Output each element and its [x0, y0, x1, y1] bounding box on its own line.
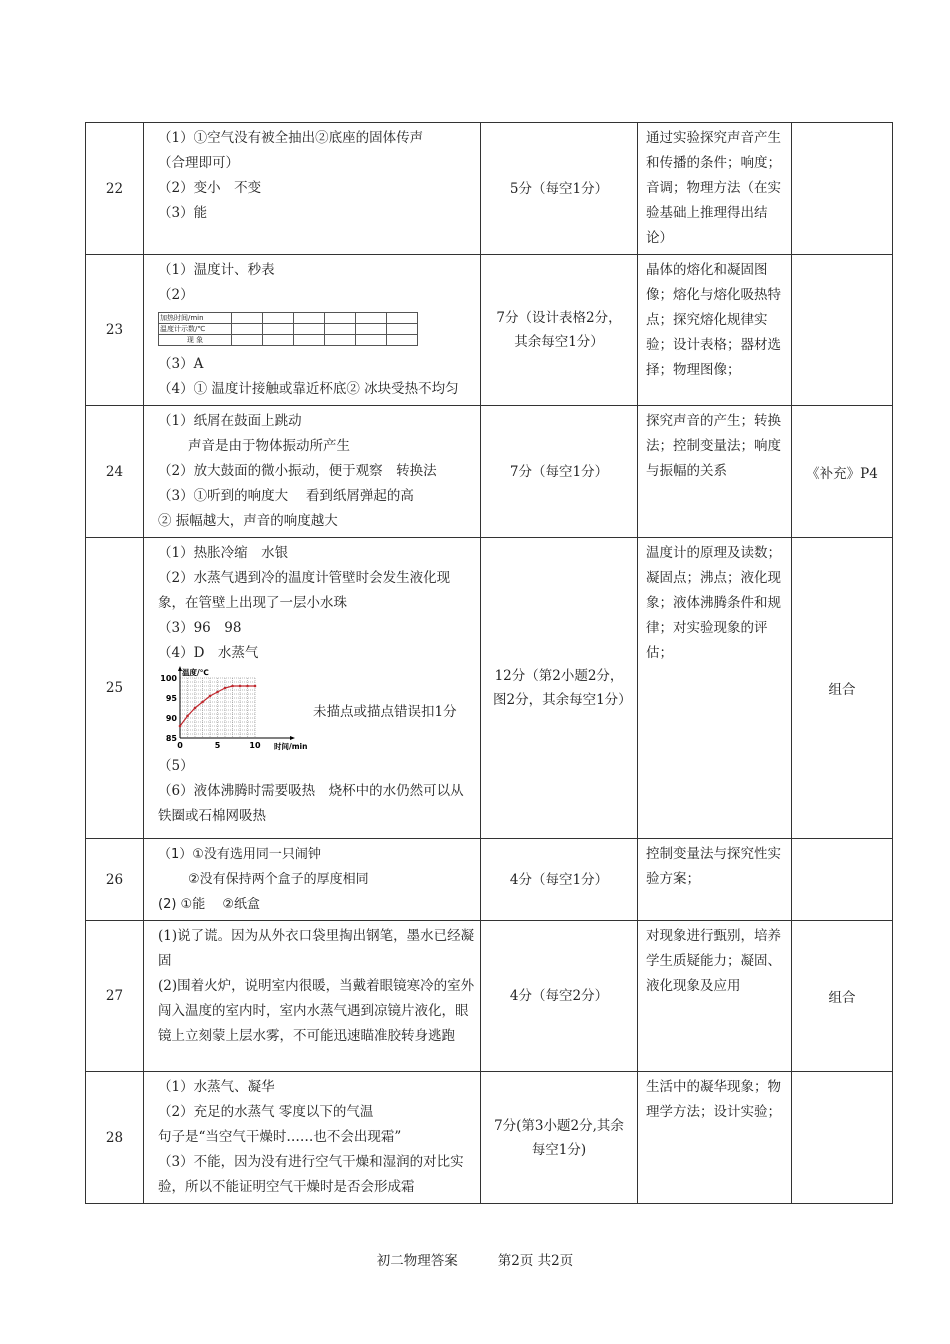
question-number: 22 — [86, 123, 144, 255]
x-axis-label: 时间/min — [274, 742, 308, 751]
answer-line: （2） — [158, 287, 194, 303]
score-cell: 7分（每空1分） — [481, 406, 638, 538]
question-number: 28 — [86, 1072, 144, 1204]
data-point — [239, 685, 242, 688]
answer-cell — [144, 406, 481, 538]
x-axis-arrow — [290, 736, 295, 740]
knowledge-point-cell: 对现象进行甄别，培养学生质疑能力；凝固、液化现象及应用 — [638, 921, 792, 1072]
knowledge-point-cell: 探究声音的产生；转换法；控制变量法；响度与振幅的关系 — [638, 406, 792, 538]
question-number: 26 — [86, 839, 144, 921]
design-table-header: 现 象 — [159, 335, 232, 346]
y-tick-label: 85 — [165, 734, 177, 743]
answer-cell — [144, 839, 481, 921]
source-cell — [792, 123, 893, 255]
source-cell: 组合 — [792, 921, 893, 1072]
answer-line: ②没有保持两个盒子的厚度相同 — [188, 872, 369, 887]
graph-note: 未描点或描点错误扣1分 — [313, 704, 457, 720]
answer-line: (2)围着火炉，说明室内很暖，当戴着眼镜寒冷的室外闯入温度的室内时，室内水蒸气遇到凉镜片液化，眼镜上立刻蒙上层水雾，不可能迅速瞄准胶转身逃跑 — [158, 978, 475, 1044]
answer-line: （3）①听到的响度大 看到纸屑弹起的高 — [158, 488, 414, 504]
question-number: 24 — [86, 406, 144, 538]
answer-line: （1）热胀冷缩 水银 — [158, 545, 289, 561]
answer-line: 声音是由于物体振动所产生 — [188, 438, 350, 454]
answer-line: 句子是“当空气干燥时……也不会出现霜” — [158, 1129, 402, 1145]
answer-line: (2) ①能 ②纸盒 — [158, 897, 260, 912]
source-cell — [792, 255, 893, 406]
source-cell: 《补充》P4 — [792, 406, 893, 538]
answer-line: （2）水蒸气遇到冷的温度计管壁时会发生液化现象，在管壁上出现了一层小水珠 — [158, 570, 451, 611]
footer-page-number: 第2页 共2页 — [497, 1253, 574, 1269]
answer-cell — [144, 123, 481, 255]
knowledge-point-cell: 控制变量法与探究性实验方案； — [638, 839, 792, 921]
answer-cell — [144, 1072, 481, 1204]
answer-line: （3）不能，因为没有进行空气干燥和湿润的对比实验，所以不能证明空气干燥时是否会形成霜 — [158, 1154, 464, 1195]
page-footer — [0, 1249, 950, 1269]
data-point — [254, 685, 257, 688]
score-cell: 4分（每空2分） — [481, 921, 638, 1072]
score-cell: 5分（每空1分） — [481, 123, 638, 255]
answer-line: （1）水蒸气、凝华 — [158, 1079, 275, 1095]
answer-line: （6）液体沸腾时需要吸热 烧杯中的水仍然可以从铁圈或石棉网吸热 — [158, 783, 464, 824]
table-row — [86, 406, 893, 538]
answer-cell — [144, 921, 481, 1072]
data-point — [194, 707, 197, 710]
answer-line: （3）能 — [158, 205, 208, 221]
table-row — [86, 921, 893, 1072]
score-cell: 7分(第3小题2分,其余每空1分) — [481, 1072, 638, 1204]
knowledge-point-cell: 通过实验探究声音产生和传播的条件；响度；音调；物理方法（在实验基础上推理得出结论） — [638, 123, 792, 255]
source-cell — [792, 839, 893, 921]
answer-line: （5） — [158, 758, 194, 774]
x-tick-label: 0 — [177, 741, 183, 750]
answer-cell — [144, 255, 481, 406]
knowledge-point-cell: 温度计的原理及读数；凝固点；沸点；液化现象；液体沸腾条件和规律；对实验现象的评估； — [638, 538, 792, 839]
footer-title: 初二物理答案 — [376, 1253, 458, 1269]
question-number: 23 — [86, 255, 144, 406]
data-point — [246, 685, 249, 688]
y-tick-label: 100 — [160, 674, 177, 683]
score-cell: 12分（第2小题2分，图2分，其余每空1分） — [481, 538, 638, 839]
question-number: 25 — [86, 538, 144, 839]
answer-table — [85, 122, 893, 1204]
score-cell: 4分（每空1分） — [481, 839, 638, 921]
data-point — [201, 701, 204, 704]
x-tick-label: 10 — [249, 741, 261, 750]
data-point — [179, 725, 182, 728]
source-cell — [792, 1072, 893, 1204]
score-cell: 7分（设计表格2分，其余每空1分） — [481, 255, 638, 406]
answer-line: （4）① 温度计接触或靠近杯底② 冰块受热不均匀 — [158, 381, 459, 397]
answer-line: （1）温度计、秒表 — [158, 262, 275, 278]
question-number: 27 — [86, 921, 144, 1072]
table-row — [86, 1072, 893, 1204]
y-tick-label: 95 — [165, 694, 177, 703]
data-point — [231, 685, 234, 688]
x-tick-label: 5 — [214, 741, 221, 750]
table-row — [86, 839, 893, 921]
answer-line: (1)说了谎。因为从外衣口袋里掏出钢笔，墨水已经凝固 — [158, 928, 475, 969]
answer-line: （3）96 98 — [158, 620, 242, 636]
answer-line: （2）充足的水蒸气 零度以下的气温 — [158, 1104, 374, 1120]
answer-line: （4）D 水蒸气 — [158, 645, 259, 661]
temperature-time-graph — [158, 666, 308, 754]
answer-line: ② 振幅越大，声音的响度越大 — [158, 513, 338, 529]
knowledge-point-cell: 晶体的熔化和凝固图像；熔化与熔化吸热特点；探究熔化规律实验；设计表格；器材选择；物理图像； — [638, 255, 792, 406]
y-tick-label: 90 — [165, 714, 177, 723]
design-table — [158, 312, 418, 346]
data-point — [216, 691, 219, 694]
graph-row — [158, 666, 476, 754]
source-cell: 组合 — [792, 538, 893, 839]
answer-line: （1）①没有选用同一只闹钟 — [158, 847, 321, 862]
table-row — [86, 123, 893, 255]
answer-line: （2）变小 不变 — [158, 180, 262, 196]
table-row — [86, 255, 893, 406]
data-point — [224, 687, 227, 690]
knowledge-point-cell: 生活中的凝华现象；物理学方法；设计实验； — [638, 1072, 792, 1204]
answer-line: （1）①空气没有被全抽出②底座的固体传声 — [158, 130, 424, 146]
data-point — [209, 695, 212, 698]
answer-line: （合理即可） — [158, 155, 239, 171]
y-axis-label: 温度/℃ — [182, 668, 209, 677]
answer-cell — [144, 538, 481, 839]
data-point — [186, 715, 189, 718]
table-row — [86, 538, 893, 839]
design-table-header: 加热时间/min — [159, 313, 232, 324]
answer-line: （2）放大鼓面的微小振动，便于观察 转换法 — [158, 463, 437, 479]
answer-line: （3）A — [158, 356, 204, 372]
design-table-header: 温度计示数/℃ — [159, 324, 232, 335]
answer-line: （1）纸屑在鼓面上跳动 — [158, 413, 302, 429]
